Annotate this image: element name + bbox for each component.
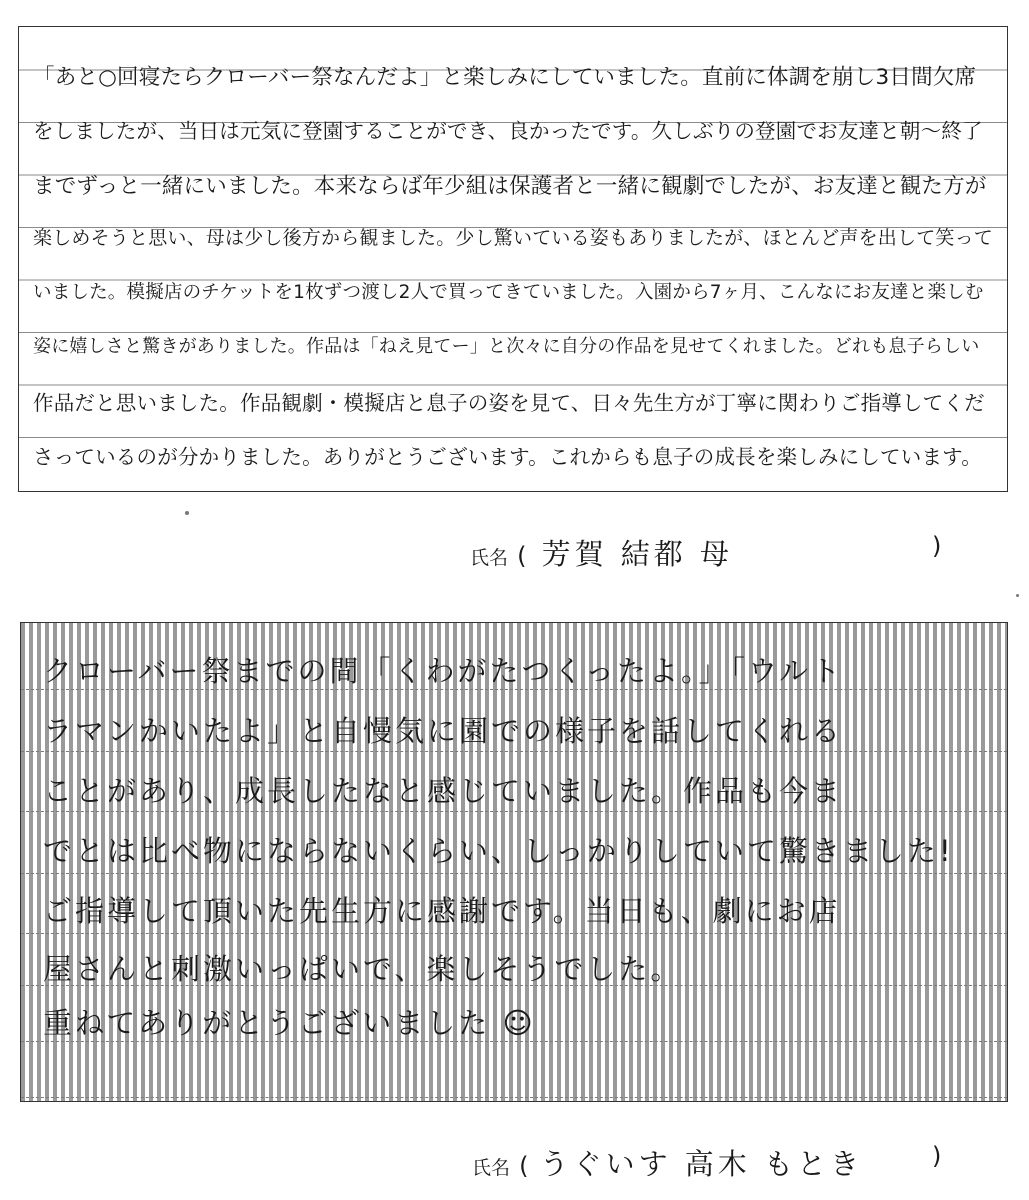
comment-1-line-7: 作品だと思いました。作品観劇・模擬店と息子の姿を見て、日々先生方が丁寧に関わりご指導してくだ bbox=[33, 391, 985, 415]
signature-1-name: 芳賀 結都 母 bbox=[541, 537, 734, 571]
signature-2-name: うぐいす 高木 もとき bbox=[539, 1147, 864, 1181]
scan-speck bbox=[185, 511, 189, 515]
comment-2-line-5: ご指導して頂いた先生方に感謝です。当日も、劇にお店 bbox=[43, 894, 841, 928]
signature-1-open-paren: ( bbox=[517, 542, 527, 570]
dashed-rule bbox=[21, 873, 1007, 874]
comment-2-line-6: 屋さんと刺激いっぱいで、楽しそうでした。 bbox=[43, 952, 683, 986]
signature-1-label: 氏名 bbox=[470, 547, 509, 569]
comment-1-line-1: 「あと○回寝たらクローバー祭なんだよ」と楽しみにしていました。直前に体調を崩し3日間欠席 bbox=[33, 65, 977, 90]
scan-speck bbox=[1016, 594, 1019, 597]
comment-2-line-3: ことがあり、成長したなと感じていました。作品も今ま bbox=[43, 774, 844, 808]
signature-2-close-paren: ) bbox=[932, 1142, 942, 1170]
dashed-rule bbox=[21, 811, 1007, 812]
comment-card-2 bbox=[20, 622, 1008, 1102]
comment-1-line-3: までずっと一緒にいました。本来ならば年少組は保護者と一緒に観劇でしたが、お友達と観た方が bbox=[33, 174, 987, 199]
signature-2-label: 氏名 bbox=[472, 1157, 511, 1179]
comment-card-1 bbox=[18, 26, 1008, 492]
signature-1-close-paren: ) bbox=[932, 532, 942, 560]
comment-1-line-4: 楽しめそうと思い、母は少し後方から観ました。少し驚いている姿もありましたが、ほとんど声を出して笑って bbox=[33, 227, 994, 249]
dashed-rule bbox=[21, 751, 1007, 752]
dashed-rule bbox=[21, 933, 1007, 934]
signature-1 bbox=[470, 532, 942, 573]
comment-2-line-4: でとは比べ物にならないくらい、しっかりしていて驚きました! bbox=[43, 834, 954, 868]
comment-1-line-5: いました。模擬店のチケットを1枚ずつ渡し2人で買ってきていました。入園から7ヶ月、こんなにお友達と楽しむ bbox=[33, 282, 984, 303]
comment-1-line-2: をしましたが、当日は元気に登園することができ、良かったです。久しぶりの登園でお友達と朝〜終了 bbox=[33, 119, 983, 143]
comment-1-line-8: さっているのが分かりました。ありがとうございます。これからも息子の成長を楽しみにしています。 bbox=[33, 445, 982, 469]
comment-2-line-2: ラマンかいたよ」と自慢気に園での様子を話してくれる bbox=[43, 714, 844, 748]
signature-2-open-paren: ( bbox=[519, 1152, 529, 1180]
signature-2 bbox=[472, 1142, 942, 1183]
dashed-rule bbox=[21, 1097, 1007, 1098]
comment-2-line-7: 重ねてありがとうございました ☺ bbox=[43, 1006, 536, 1040]
comment-2-line-1: クローバー祭までの間「くわがたつくったよ。」「ウルト bbox=[43, 654, 844, 688]
comment-1-line-6: 姿に嬉しさと驚きがありました。作品は「ねえ見てー」と次々に自分の作品を見せてくれました。どれも息子らしい bbox=[33, 336, 980, 357]
